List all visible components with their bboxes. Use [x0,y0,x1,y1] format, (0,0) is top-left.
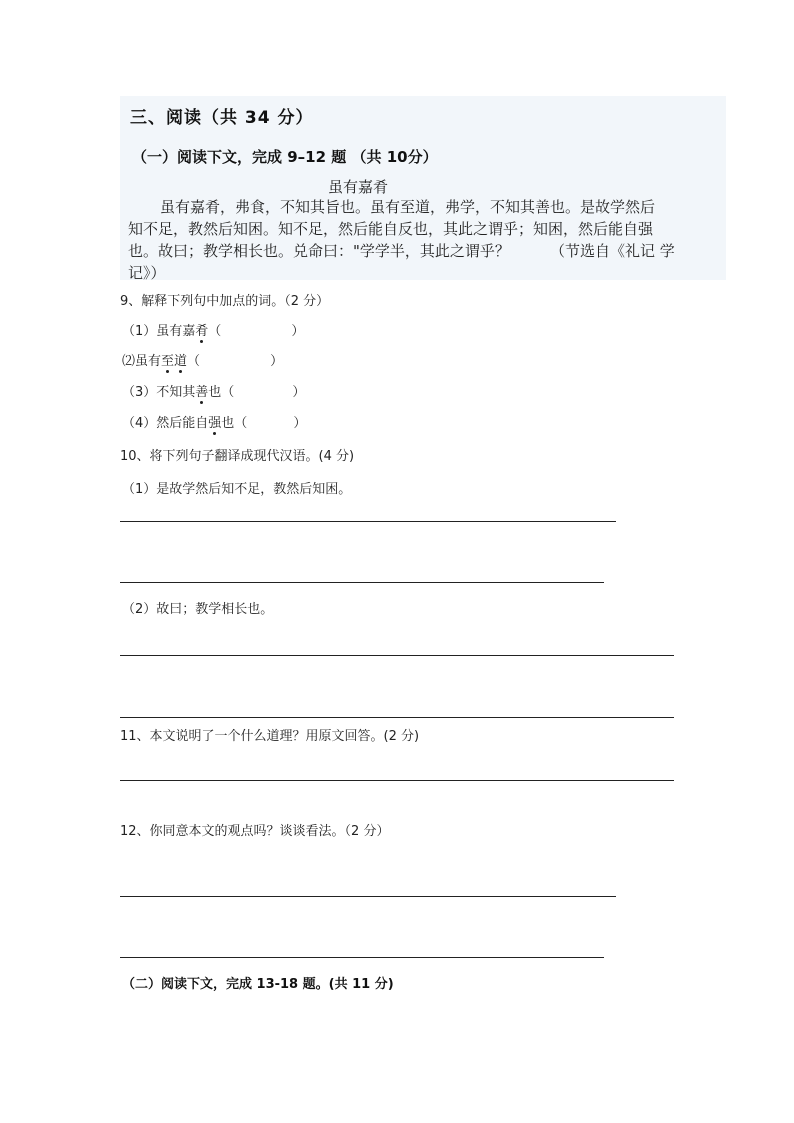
passage-line-4: 记》） [128,264,166,282]
passage-line-1: 虽有嘉肴，弗食，不知其旨也。虽有至道，弗学，不知其善也。是故学然后 [160,198,656,216]
q10-sub-2: （2）故曰；教学相长也。 [122,602,274,617]
passage-line-2: 知不足，教然后知困。知不足，然后能自反也，其此之谓乎；知困，然后能自强 [128,220,654,238]
q9-item-2: ⑵虽有至道（ ） [122,350,283,369]
q10-prompt: 10、将下列句子翻译成现代汉语。(4 分) [120,449,355,464]
dotted-char: 强 [208,412,221,431]
part1-heading: （一）阅读下文，完成 9–12 题 （共 10分） [132,148,438,166]
answer-line [120,780,674,781]
answer-line [120,521,616,522]
passage-title: 虽有嘉肴 [328,178,389,196]
q9-item-1: （1）虽有嘉肴（ ） [122,320,304,339]
answer-line [120,957,604,958]
passage-line-3: 也。故曰；教学相长也。兑命曰："学学半，其此之谓乎？ [128,242,510,260]
q9-prompt: 9、解释下列句中加点的词。（2 分） [120,294,330,309]
dotted-char: 肴 [195,320,208,339]
answer-line [120,717,674,718]
answer-line [120,896,616,897]
dotted-char: 至 [161,350,174,369]
part2-heading: （二）阅读下文，完成 13-18 题。(共 11 分) [122,977,394,992]
dotted-char: 善 [195,381,208,400]
q9-item-4: （4）然后能自强也（ ） [122,412,306,431]
answer-line [120,582,604,583]
section-title: 三、阅读（共 34 分） [130,108,314,128]
q10-sub-1: （1）是故学然后知不足，教然后知困。 [122,482,352,497]
answer-line [120,655,674,656]
dotted-char: 道 [174,350,187,369]
q11-prompt: 11、本文说明了一个什么道理？用原文回答。(2 分) [120,729,420,744]
passage-source: （节选自《礼记 学 [550,242,675,260]
q9-item-3: （3）不知其善也（ ） [122,381,305,400]
q12-prompt: 12、你同意本文的观点吗？谈谈看法。（2 分） [120,824,390,839]
